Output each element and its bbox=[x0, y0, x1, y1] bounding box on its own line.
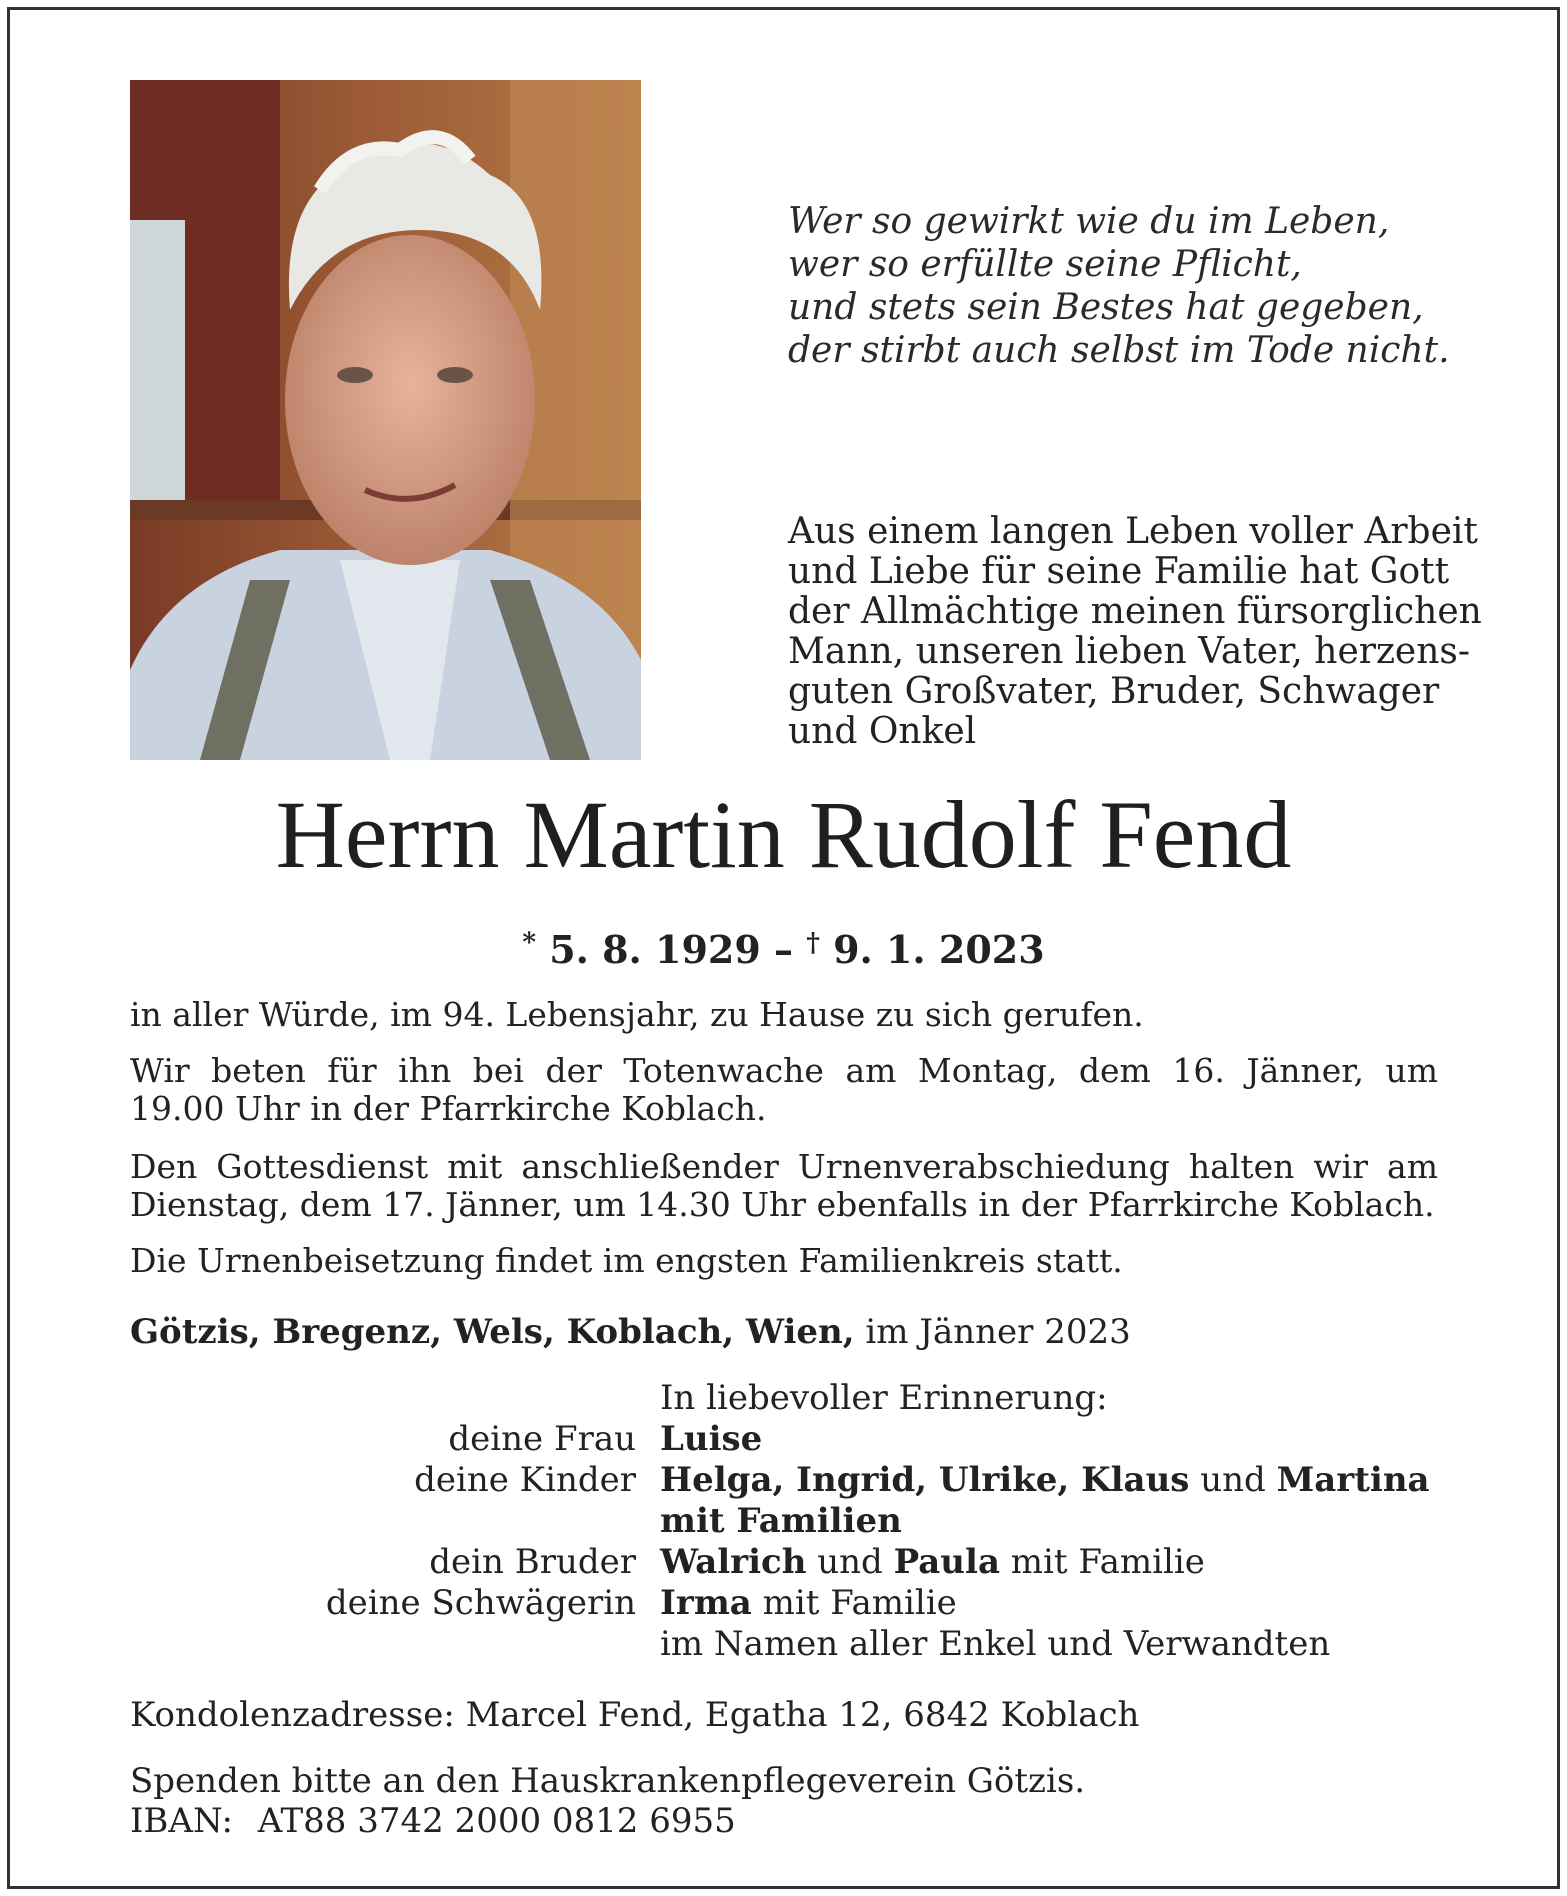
paragraph-called-home bbox=[130, 996, 1438, 1034]
mourners-heading: In liebevoller Erinnerung: bbox=[660, 1378, 1108, 1418]
mourner-name: Paula bbox=[893, 1542, 1000, 1582]
mourner-name: Helga, Ingrid, Ulrike, Klaus bbox=[660, 1460, 1190, 1500]
conjunction: und bbox=[1200, 1460, 1266, 1500]
place-and-date bbox=[130, 1312, 1131, 1352]
paragraph-line: 19.00 Uhr in der Pfarrkirche Koblach. bbox=[130, 1089, 767, 1128]
paragraph-service bbox=[130, 1148, 1438, 1224]
poem-line: der stirbt auch selbst im Tode nicht. bbox=[788, 330, 1450, 371]
intro-text bbox=[788, 511, 1482, 752]
mourner-row-sister-in-law bbox=[130, 1583, 1438, 1624]
mourner-row-wife bbox=[130, 1419, 1438, 1460]
donation-line: Spenden bitte an den Hauskrankenpflegeverein Götzis. bbox=[130, 1761, 1086, 1801]
paragraph-burial bbox=[130, 1242, 1438, 1280]
memorial-poem bbox=[788, 200, 1508, 372]
mourner-name: Irma bbox=[660, 1583, 752, 1623]
relation-label: deine Schwägerin bbox=[325, 1583, 636, 1623]
family-note: mit Familie bbox=[1010, 1542, 1205, 1582]
mourner-row-closing bbox=[130, 1624, 1438, 1665]
condolence-address: Kondolenzadresse: Marcel Fend, Egatha 12, 6842 Koblach bbox=[130, 1695, 1140, 1735]
iban-number: AT88 3742 2000 0812 6955 bbox=[257, 1801, 736, 1841]
mourner-name: mit Familien bbox=[660, 1501, 902, 1541]
birth-date: 5. 8. 1929 bbox=[549, 927, 761, 972]
mourners-heading-row bbox=[130, 1378, 1438, 1419]
paragraph-line: Wir beten für ihn bei der Totenwache am Montag, dem 16. Jänner, um bbox=[130, 1051, 1438, 1090]
poem-line: wer so erfüllte seine Pflicht, bbox=[788, 244, 1302, 285]
poem-line: und stets sein Bestes hat gegeben, bbox=[788, 287, 1424, 328]
places: Götzis, Bregenz, Wels, Koblach, Wien, bbox=[130, 1312, 855, 1352]
mourners-list bbox=[130, 1378, 1438, 1665]
intro-line: Mann, unseren lieben Vater, herzens- bbox=[788, 631, 1471, 672]
conjunction: und bbox=[817, 1542, 883, 1582]
intro-line: Aus einem langen Leben voller Arbeit bbox=[788, 511, 1478, 552]
mourners-closing: im Namen aller Enkel und Verwandten bbox=[660, 1624, 1331, 1664]
paragraph-line: Die Urnenbeisetzung findet im engsten Familienkreis statt. bbox=[130, 1241, 1123, 1280]
portrait-photo bbox=[130, 80, 641, 760]
family-note: mit Familie bbox=[762, 1583, 957, 1623]
paragraph-line: Den Gottesdienst mit anschließender Urnenverabschiedung halten wir am bbox=[130, 1147, 1438, 1186]
iban-label: IBAN: bbox=[130, 1801, 233, 1841]
donation-info bbox=[130, 1761, 1085, 1841]
mourner-row-children-families bbox=[130, 1501, 1438, 1542]
paragraph-wake bbox=[130, 1052, 1438, 1128]
relation-label: deine Frau bbox=[448, 1419, 636, 1459]
paragraph-line: Dienstag, dem 17. Jänner, um 14.30 Uhr ebenfalls in der Pfarrkirche Koblach. bbox=[130, 1185, 1435, 1224]
deceased-name: Herrn Martin Rudolf Fend bbox=[275, 781, 1292, 888]
mourner-name: Walrich bbox=[660, 1542, 807, 1582]
intro-line: und Onkel bbox=[788, 711, 977, 752]
relation-label: dein Bruder bbox=[429, 1542, 636, 1582]
life-dates bbox=[0, 920, 1567, 973]
mourner-row-brother bbox=[130, 1542, 1438, 1583]
death-symbol: † bbox=[806, 928, 820, 958]
birth-symbol: * bbox=[522, 928, 536, 958]
place-date: im Jänner 2023 bbox=[865, 1312, 1131, 1352]
relation-label: deine Kinder bbox=[414, 1460, 636, 1500]
intro-line: der Allmächtige meinen fürsorglichen bbox=[788, 591, 1482, 632]
mourner-row-children bbox=[130, 1460, 1438, 1501]
date-dash: – bbox=[774, 927, 793, 972]
intro-line: guten Großvater, Bruder, Schwager bbox=[788, 671, 1440, 712]
death-date: 9. 1. 2023 bbox=[833, 927, 1045, 972]
iban-line bbox=[130, 1801, 1085, 1841]
paragraph-line: in aller Würde, im 94. Lebensjahr, zu Hause zu sich gerufen. bbox=[130, 995, 1144, 1034]
mourner-name: Martina bbox=[1276, 1460, 1430, 1500]
mourner-name: Luise bbox=[660, 1419, 763, 1459]
intro-line: und Liebe für seine Familie hat Gott bbox=[788, 551, 1450, 592]
portrait-illustration bbox=[130, 80, 641, 760]
poem-line: Wer so gewirkt wie du im Leben, bbox=[788, 201, 1390, 242]
